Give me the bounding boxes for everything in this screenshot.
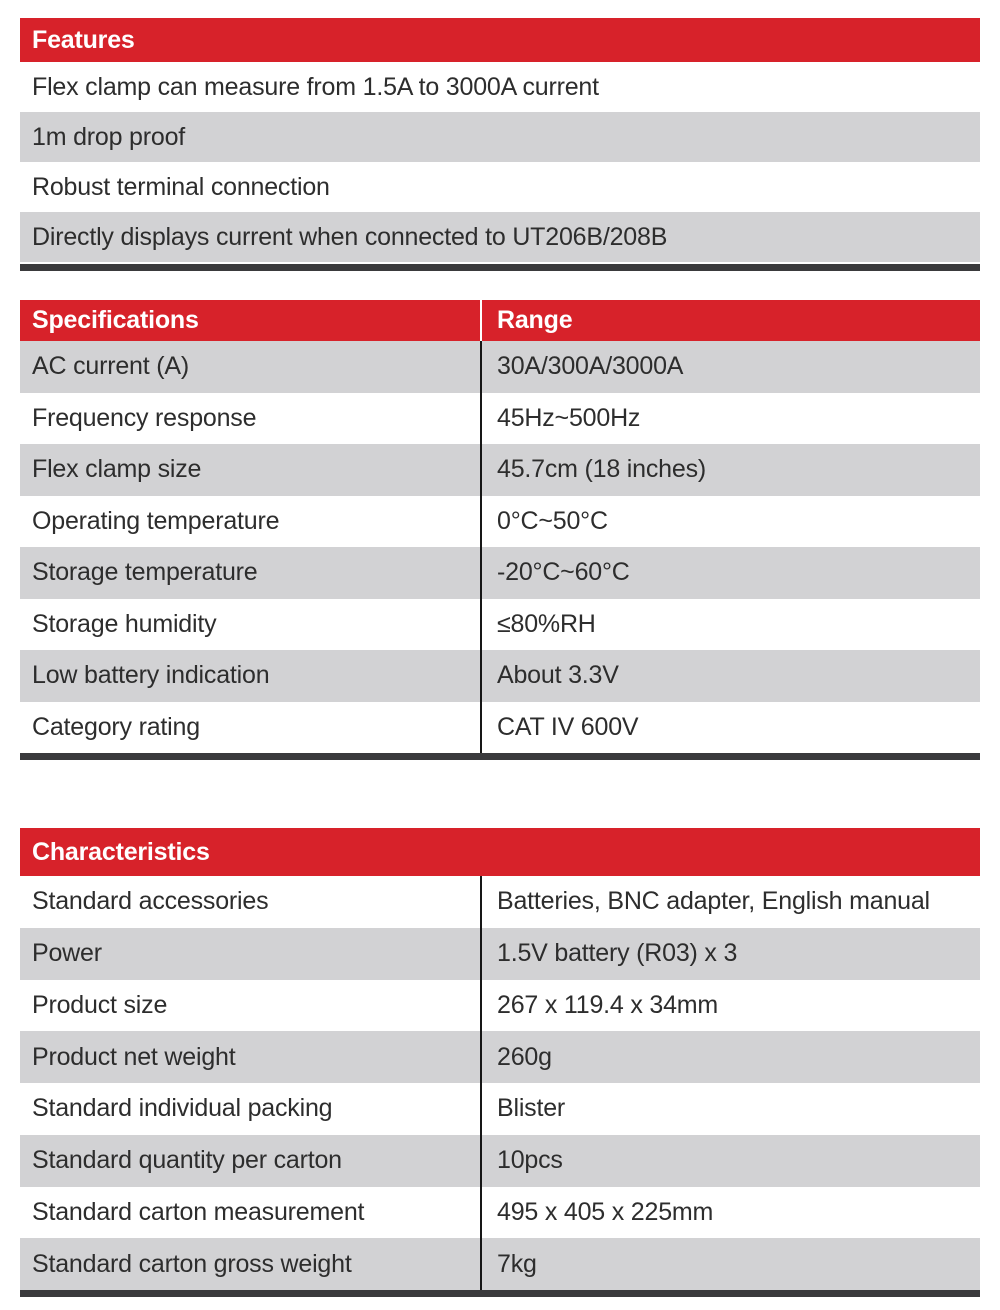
spec-label-cell: [20, 599, 480, 651]
table-row: [20, 444, 980, 496]
char-label: Product net weight: [32, 1042, 236, 1071]
table-row: [20, 1238, 980, 1290]
spec-value-cell: [482, 393, 980, 445]
table-row: [20, 1031, 980, 1083]
char-label: Standard carton measurement: [32, 1197, 365, 1226]
spec-value: 0°C~50°C: [497, 506, 608, 535]
specifications-header: [20, 300, 980, 341]
table-row: [20, 928, 980, 980]
char-value-cell: [482, 1238, 980, 1290]
spec-value-cell: [482, 547, 980, 599]
range-title: Range: [497, 306, 573, 334]
spec-label-cell: [20, 444, 480, 496]
char-value: 1.5V battery (R03) x 3: [497, 939, 738, 968]
table-row: [20, 112, 980, 162]
spec-value-cell: [482, 650, 980, 702]
table-bottom-border: [20, 264, 980, 271]
spec-label: Storage temperature: [32, 558, 258, 587]
table-row: [20, 1135, 980, 1187]
features-title: Features: [32, 25, 135, 54]
table-bottom-border: [20, 753, 980, 760]
table-row: [20, 162, 980, 212]
table-row: [20, 980, 980, 1032]
char-value: 267 x 119.4 x 34mm: [497, 990, 719, 1019]
char-value: 7kg: [497, 1249, 537, 1278]
char-label: Standard quantity per carton: [32, 1146, 342, 1175]
char-value-cell: [482, 928, 980, 980]
char-label-cell: [20, 1083, 480, 1135]
char-label-cell: [20, 1187, 480, 1239]
spec-label: AC current (A): [32, 352, 189, 381]
characteristics-title: Characteristics: [32, 837, 210, 866]
char-value-cell: [482, 1031, 980, 1083]
char-value: Blister: [497, 1094, 566, 1123]
char-label-cell: [20, 876, 480, 928]
spec-label: Low battery indication: [32, 661, 270, 690]
specifications-title: Specifications: [32, 306, 199, 334]
char-label-cell: [20, 980, 480, 1032]
char-value: 10pcs: [497, 1146, 563, 1175]
table-row: [20, 341, 980, 393]
feature-item: 1m drop proof: [32, 122, 186, 151]
char-label-cell: [20, 1031, 480, 1083]
table-row: [20, 547, 980, 599]
table-row: [20, 393, 980, 445]
spec-value: 30A/300A/3000A: [497, 352, 684, 381]
table-row: [20, 876, 980, 928]
char-label: Standard individual packing: [32, 1094, 333, 1123]
table-row: [20, 599, 980, 651]
spec-value: 45.7cm (18 inches): [497, 455, 706, 484]
char-label-cell: [20, 1238, 480, 1290]
table-row: [20, 212, 980, 262]
features-table: [20, 18, 980, 271]
spec-label-cell: [20, 547, 480, 599]
spec-value-cell: [482, 341, 980, 393]
spec-label-cell: [20, 702, 480, 754]
spec-label-cell: [20, 650, 480, 702]
spec-value: CAT IV 600V: [497, 712, 639, 741]
table-row: [20, 1187, 980, 1239]
char-label: Product size: [32, 990, 168, 1019]
spec-label: Frequency response: [32, 403, 257, 432]
table-row: [20, 62, 980, 112]
char-value-cell: [482, 980, 980, 1032]
specifications-header-col1: [20, 300, 480, 341]
spec-value-cell: [482, 702, 980, 754]
spec-value-cell: [482, 444, 980, 496]
char-label: Standard carton gross weight: [32, 1249, 352, 1278]
spec-label: Storage humidity: [32, 609, 217, 638]
char-value-cell: [482, 1135, 980, 1187]
spec-label-cell: [20, 496, 480, 548]
char-label: Standard accessories: [32, 887, 269, 916]
char-label: Power: [32, 939, 102, 968]
char-value-cell: [482, 876, 980, 928]
feature-item: Flex clamp can measure from 1.5A to 3000A current: [32, 72, 599, 101]
characteristics-header: [20, 828, 980, 876]
char-value: 260g: [497, 1042, 552, 1071]
spec-value: ≤80%RH: [497, 609, 596, 638]
char-value: Batteries, BNC adapter, English manual: [497, 887, 930, 916]
specifications-header-col2: [482, 300, 980, 341]
char-value-cell: [482, 1187, 980, 1239]
spec-label: Category rating: [32, 712, 200, 741]
spec-label-cell: [20, 341, 480, 393]
table-row: [20, 650, 980, 702]
spec-value: 45Hz~500Hz: [497, 403, 641, 432]
char-value: 495 x 405 x 225mm: [497, 1197, 714, 1226]
specifications-table: [20, 300, 980, 760]
spec-value: -20°C~60°C: [497, 558, 630, 587]
char-label-cell: [20, 1135, 480, 1187]
spec-value-cell: [482, 496, 980, 548]
table-row: [20, 702, 980, 754]
feature-item: Robust terminal connection: [32, 172, 330, 201]
spec-label-cell: [20, 393, 480, 445]
characteristics-table: [20, 828, 980, 1297]
table-bottom-border: [20, 1290, 980, 1297]
char-value-cell: [482, 1083, 980, 1135]
spec-label: Flex clamp size: [32, 455, 202, 484]
table-row: [20, 1083, 980, 1135]
table-row: [20, 496, 980, 548]
feature-item: Directly displays current when connected to UT206B/208B: [32, 222, 668, 251]
spec-label: Operating temperature: [32, 506, 280, 535]
char-label-cell: [20, 928, 480, 980]
features-header: [20, 18, 980, 62]
spec-value: About 3.3V: [497, 661, 619, 690]
spec-value-cell: [482, 599, 980, 651]
